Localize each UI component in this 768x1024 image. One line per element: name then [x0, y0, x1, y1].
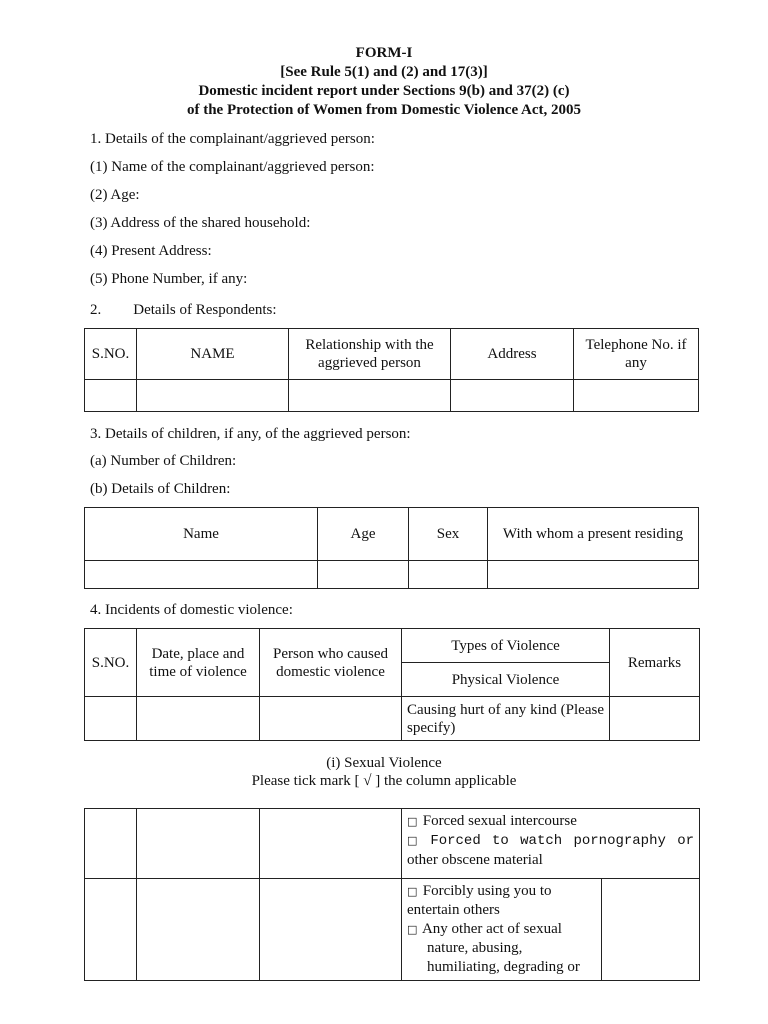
present-address-field: (4) Present Address: — [90, 243, 212, 259]
phone-number-field: (5) Phone Number, if any: — [90, 271, 248, 287]
option-other-sexual-act-cont1: nature, abusing, — [427, 940, 523, 956]
column-header: S.NO. — [85, 329, 137, 380]
option-entertain-others: □ Forcibly using you to — [407, 883, 552, 899]
form-title: FORM-I — [355, 45, 413, 61]
column-header: Date, place and time of violence — [137, 629, 260, 697]
table-cell — [137, 380, 289, 412]
form-header — [0, 44, 768, 120]
incidents-table — [84, 628, 700, 741]
table-header-row — [85, 329, 699, 380]
table-cell — [260, 809, 402, 879]
physical-violence-text: Causing hurt of any kind (Please specify) — [407, 701, 604, 736]
table-cell — [85, 697, 137, 741]
checkbox-icon[interactable]: □ — [407, 923, 418, 936]
column-header: Person who caused domestic violence — [260, 629, 402, 697]
table-cell — [602, 879, 700, 981]
option-other-sexual-act: □ Any other act of sexual — [407, 921, 562, 937]
column-header: Physical Violence — [402, 663, 610, 697]
table-cell — [85, 879, 137, 981]
option-forced-pornography-cont: other obscene material — [407, 852, 543, 868]
column-header: S.NO. — [85, 629, 137, 697]
table-header-row — [85, 629, 700, 663]
children-table — [84, 507, 699, 589]
section2-number: 2. — [90, 302, 102, 318]
column-header: Types of Violence — [402, 629, 610, 663]
table-cell — [137, 879, 260, 981]
column-header: Name — [85, 508, 318, 561]
column-header: Address — [451, 329, 574, 380]
table-cell — [137, 809, 260, 879]
table-row — [85, 879, 700, 981]
complainant-name-field: (1) Name of the complainant/aggrieved person: — [90, 159, 375, 175]
column-header: Sex — [409, 508, 488, 561]
respondents-table — [84, 328, 699, 412]
sexual-options-cell-2 — [402, 879, 602, 981]
column-header: Age — [318, 508, 409, 561]
option-forced-intercourse: □ Forced sexual intercourse — [407, 813, 577, 829]
section4-heading: 4. Incidents of domestic violence: — [90, 602, 293, 618]
table-row — [85, 561, 699, 589]
section2-heading — [90, 301, 277, 319]
table-cell — [85, 561, 318, 589]
table-header-row — [85, 508, 699, 561]
act-line: of the Protection of Women from Domestic Violence Act, 2005 — [186, 102, 582, 118]
checkbox-icon[interactable]: □ — [407, 834, 418, 847]
shared-household-address-field: (3) Address of the shared household: — [90, 215, 311, 231]
option-entertain-others-cont: entertain others — [407, 902, 500, 918]
section3-heading: 3. Details of children, if any, of the aggrieved person: — [90, 426, 411, 442]
checkbox-icon[interactable]: □ — [407, 815, 418, 828]
column-header: NAME — [137, 329, 289, 380]
column-header: Telephone No. if any — [574, 329, 699, 380]
table-row — [85, 380, 699, 412]
column-header: Remarks — [610, 629, 700, 697]
table-cell — [574, 380, 699, 412]
rule-reference: [See Rule 5(1) and (2) and 17(3)] — [280, 64, 488, 80]
table-cell — [289, 380, 451, 412]
table-cell — [85, 380, 137, 412]
sexual-violence-title: (i) Sexual Violence — [326, 755, 442, 771]
table-cell — [260, 879, 402, 981]
checkbox-icon[interactable]: □ — [407, 885, 418, 898]
section2-title: Details of Respondents: — [133, 302, 277, 318]
section1-heading: 1. Details of the complainant/aggrieved person: — [90, 131, 375, 147]
form-subtitle: Domestic incident report under Sections 9(b) and 37(2) (c) — [198, 83, 570, 99]
details-of-children-field: (b) Details of Children: — [90, 481, 231, 497]
number-of-children-field: (a) Number of Children: — [90, 453, 237, 469]
column-header: Relationship with the aggrieved person — [289, 329, 451, 380]
table-cell — [318, 561, 409, 589]
table-cell — [488, 561, 699, 589]
table-row — [85, 697, 700, 741]
table-cell — [137, 697, 260, 741]
table-cell — [85, 809, 137, 879]
table-cell — [409, 561, 488, 589]
table-row — [85, 809, 700, 879]
sexual-violence-table — [84, 808, 700, 981]
physical-violence-cell — [402, 697, 610, 741]
table-cell — [451, 380, 574, 412]
option-forced-pornography: □ Forced to watch pornography or — [407, 833, 694, 849]
age-field: (2) Age: — [90, 187, 140, 203]
option-other-sexual-act-cont2: humiliating, degrading or — [427, 959, 580, 975]
table-cell — [610, 697, 700, 741]
table-cell — [260, 697, 402, 741]
column-header: With whom a present residing — [488, 508, 699, 561]
sexual-options-cell-1 — [402, 809, 700, 879]
tick-instruction: Please tick mark [ √ ] the column applicable — [251, 773, 517, 789]
